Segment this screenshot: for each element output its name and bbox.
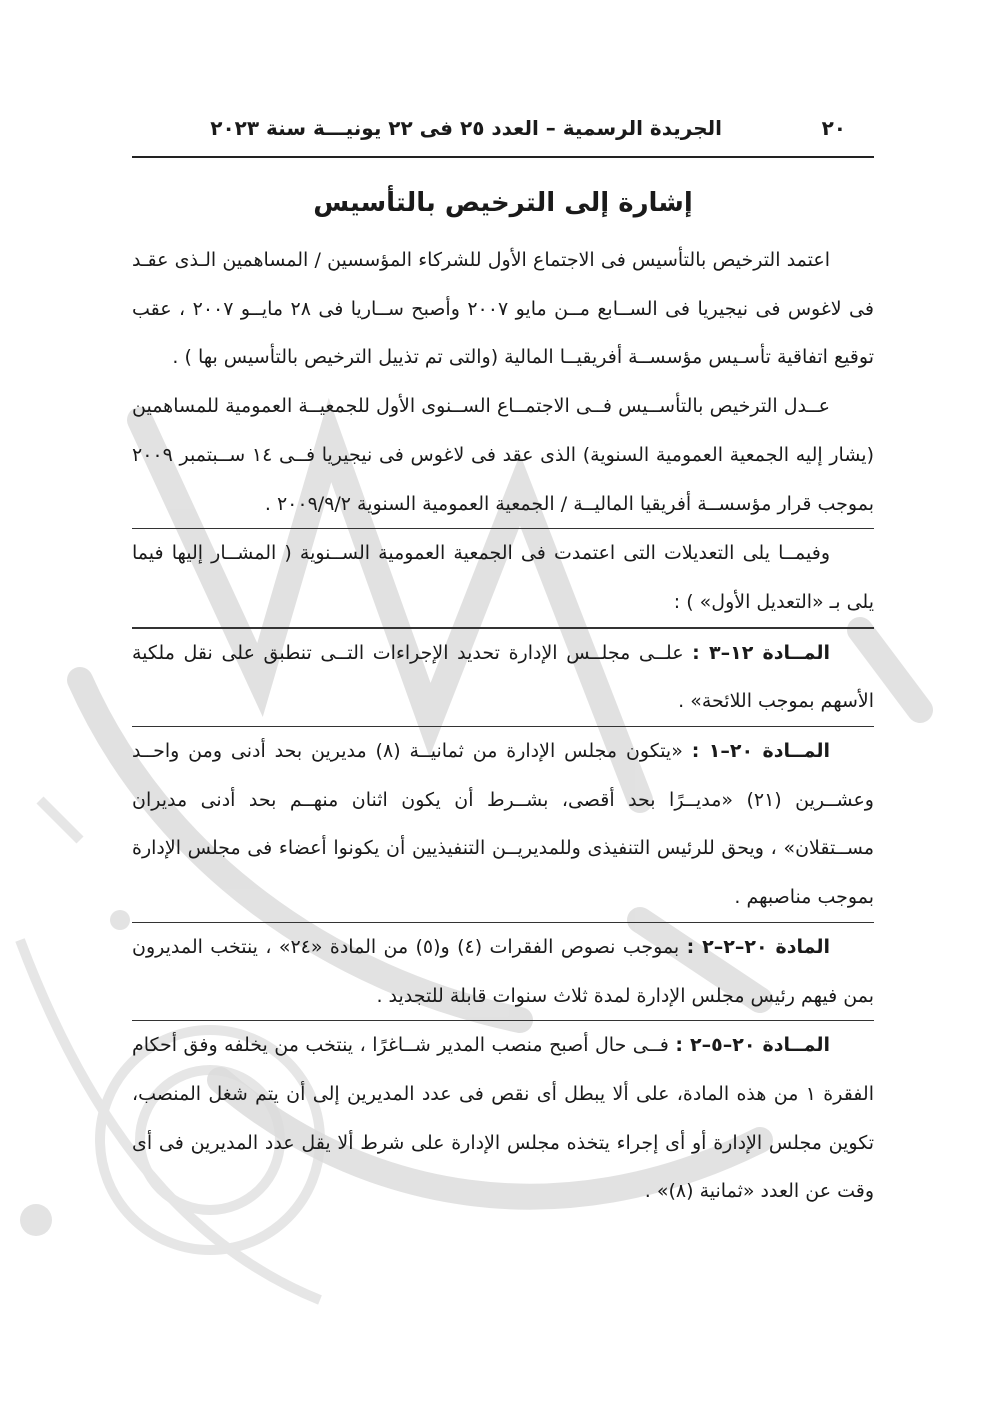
article-label: المــادة ٢٠–١ : xyxy=(691,740,831,763)
article-20-2-2 xyxy=(132,922,874,1020)
article-text: علــى مجلــس الإدارة تحديد الإجراءات التــى تنطبق على نقل ملكية الأسهم بموجب اللائحة» . xyxy=(132,641,874,713)
article-text: فــى حال أصبح منصب المدير شــاغرًا ، ينتخب من يخلفه وفق أحكام الفقرة ١ من هذه المادة، على ألا يبطل أى نقص فى عدد المديرين إلى أن يتم شغل المنصب، تكوين مجلس الإدارة أو أى إجراء يتخذه مجلس الإدارة على شرط ألا يقل عدد المديرين فى أى وقت عن العدد «ثمانية (٨)» . xyxy=(132,1034,874,1203)
document-body xyxy=(132,236,874,1216)
page-title: إشارة إلى الترخيص بالتأسيس xyxy=(313,188,693,218)
amendments-intro-block xyxy=(132,528,874,627)
article-12-3 xyxy=(132,628,874,726)
article-text: بموجب نصوص الفقرات (٤) و(٥) من المادة «٢٤» ، ينتخب المديرون بمن فيهم رئيس مجلس الإدارة لمدة ثلاث سنوات قابلة للتجديد . xyxy=(132,935,874,1007)
article-text: «يتكون مجلس الإدارة من ثمانيــة (٨) مديرين بحد أدنى ومن واحــد وعشــرين (٢١) «مديــرًا بحد أقصى، بشــرط أن يكون اثنان منهــم بحد أدنى مديران مســتقلان» ، ويحق للرئيس التنفيذى وللمديريــن التنفيذيين أن يكونوا أعضاء فى مجلس الإدارة بموجب مناصبهم . xyxy=(132,740,874,909)
paragraph-license-amendment: عــدل الترخيص بالتأســيس فــى الاجتمــاع الســنوى الأول للجمعيــة العمومية للمساهمين (يشار إليه الجمعية العمومية السنوية) الذى عقد فى لاغوس فى نيجيريا فــى ١٤ ســبتمبر ٢٠٠٩ بموجب قرار مؤسســة أفريقيا الماليــة / الجمعية العمومية السنوية ٢٠٠٩/٩/٢ . xyxy=(132,395,874,515)
page-header xyxy=(132,112,874,158)
paragraph-license-adoption: اعتمد الترخيص بالتأسيس فى الاجتماع الأول للشركاء المؤسسين / المساهمين الـذى عقـد فى لاغوس فى نيجيريا فى الســابع مــن مايو ٢٠٠٧ وأصبح ســاريا فى ٢٨ مايــو ٢٠٠٧ ، عقب توقيع اتفاقية تأسـيس مؤسســة أفريقيــا المالية (والتى تم تذييل الترخيص بالتأسيس بها ) . xyxy=(132,249,874,369)
article-20-5-2 xyxy=(132,1020,874,1216)
article-label: المادة ٢٠–٢–٢ : xyxy=(686,935,831,958)
amendments-intro: وفيمــا يلى التعديلات التى اعتمدت فى الجمعية العمومية الســنوية ( المشــار إليها فيما يلى بـ «التعديل الأول» ) : xyxy=(132,542,874,613)
article-label: المــادة ٢٠–٥–٢ : xyxy=(675,1034,830,1057)
gazette-title: الجريدة الرسمية – العدد ٢٥ فى ٢٢ يونيـــة سنة ٢٠٢٣ xyxy=(210,116,722,140)
article-20-1 xyxy=(132,726,874,922)
article-label: المــادة ١٢–٣ : xyxy=(692,641,831,664)
page-number: ٢٠ xyxy=(821,116,846,140)
